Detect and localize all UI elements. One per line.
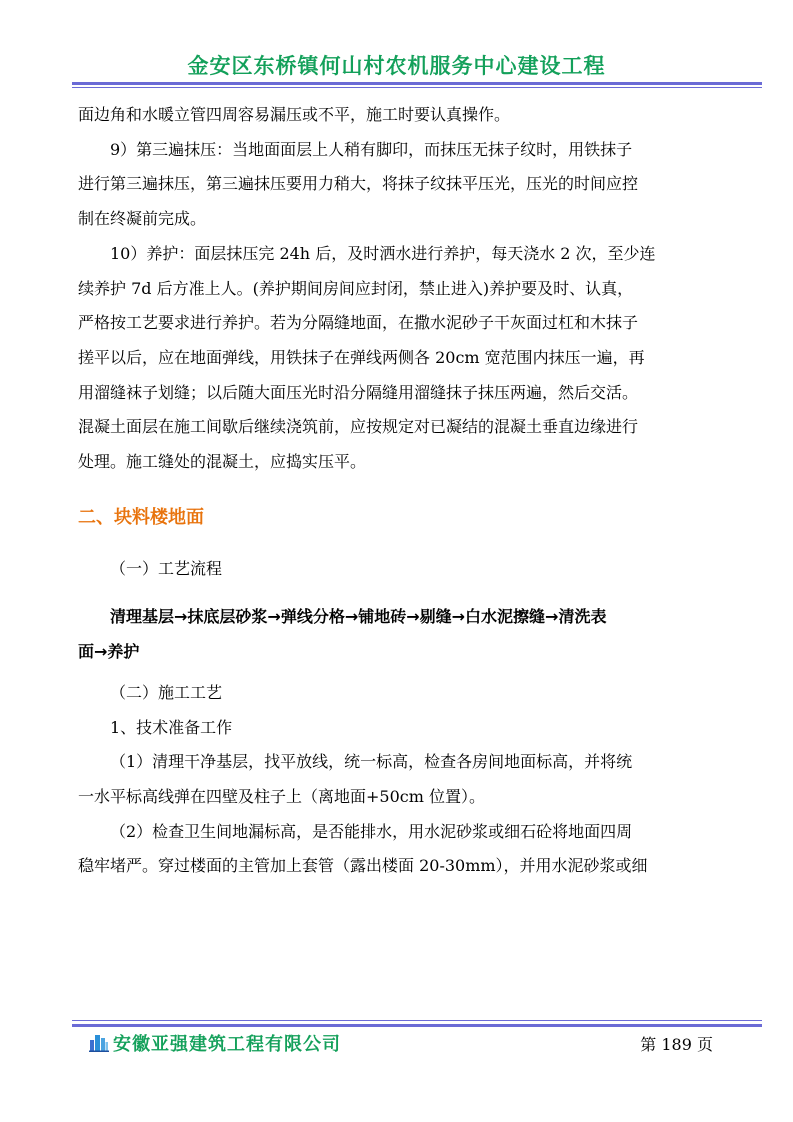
footer-rule-thick — [72, 1024, 762, 1027]
subsection-title: （一）工艺流程 — [110, 558, 223, 578]
subsection-title: （二）施工工艺 — [110, 682, 223, 702]
item-title: 1、技术准备工作 — [110, 717, 233, 737]
body-line: 处理。施工缝处的混凝土，应捣实压平。 — [78, 452, 367, 472]
section-heading: 二、块料楼地面 — [78, 506, 204, 528]
body-line: 9）第三遍抹压：当地面面层上人稍有脚印，而抹压无抹子纹时，用铁抹子 — [110, 139, 633, 159]
process-flow-line: 面→养护 — [78, 642, 140, 662]
body-line: （2）检查卫生间地漏标高，是否能排水，用水泥砂浆或细石砼将地面四周 — [110, 821, 633, 841]
body-line: 混凝土面层在施工间歇后继续浇筑前，应按规定对已凝结的混凝土垂直边缘进行 — [78, 417, 639, 437]
body-line: 进行第三遍抹压，第三遍抹压要用力稍大，将抹子纹抹平压光，压光的时间应控 — [78, 174, 639, 194]
body-line: 搓平以后，应在地面弹线，用铁抹子在弹线两侧各 20cm 宽范围内抹压一遍，再 — [78, 347, 645, 367]
body-line: 面边角和水暖立管四周容易漏压或不平，施工时要认真操作。 — [78, 105, 511, 124]
page-number: 第 189 页 — [640, 1035, 713, 1054]
body-line: 用溜缝袜子划缝；以后随大面压光时沿分隔缝用溜缝抹子抹压两遍，然后交活。 — [78, 382, 639, 402]
header-rule-thin — [72, 87, 762, 88]
page-header-title: 金安区东桥镇何山村农机服务中心建设工程 — [187, 54, 606, 78]
header-rule-thick — [72, 82, 762, 85]
building-logo-icon — [89, 1032, 109, 1052]
body-line: 严格按工艺要求进行养护。若为分隔缝地面，在撒水泥砂子干灰面过杠和木抹子 — [78, 313, 639, 333]
body-line: 一水平标高线弹在四壁及柱子上（离地面+50cm 位置）。 — [78, 786, 485, 806]
footer-company-name: 安徽亚强建筑工程有限公司 — [113, 1034, 341, 1055]
footer-rule-thin — [72, 1020, 762, 1021]
body-line: 稳牢堵严。穿过楼面的主管加上套管（露出楼面 20-30mm），并用水泥砂浆或细 — [78, 856, 648, 876]
document-body — [78, 98, 716, 884]
body-line: 制在终凝前完成。 — [78, 209, 207, 229]
body-line: （1）清理干净基层，找平放线，统一标高，检查各房间地面标高，并将统 — [110, 752, 633, 772]
body-line: 10）养护：面层抹压完 24h 后，及时洒水进行养护，每天浇水 2 次，至少连 — [110, 243, 656, 263]
body-line: 续养护 7d 后方准上人。(养护期间房间应封闭，禁止进入)养护要及时、认真， — [78, 278, 634, 298]
process-flow-line: 清理基层→抹底层砂浆→弹线分格→铺地砖→剔缝→白水泥擦缝→清洗表 — [110, 607, 607, 627]
